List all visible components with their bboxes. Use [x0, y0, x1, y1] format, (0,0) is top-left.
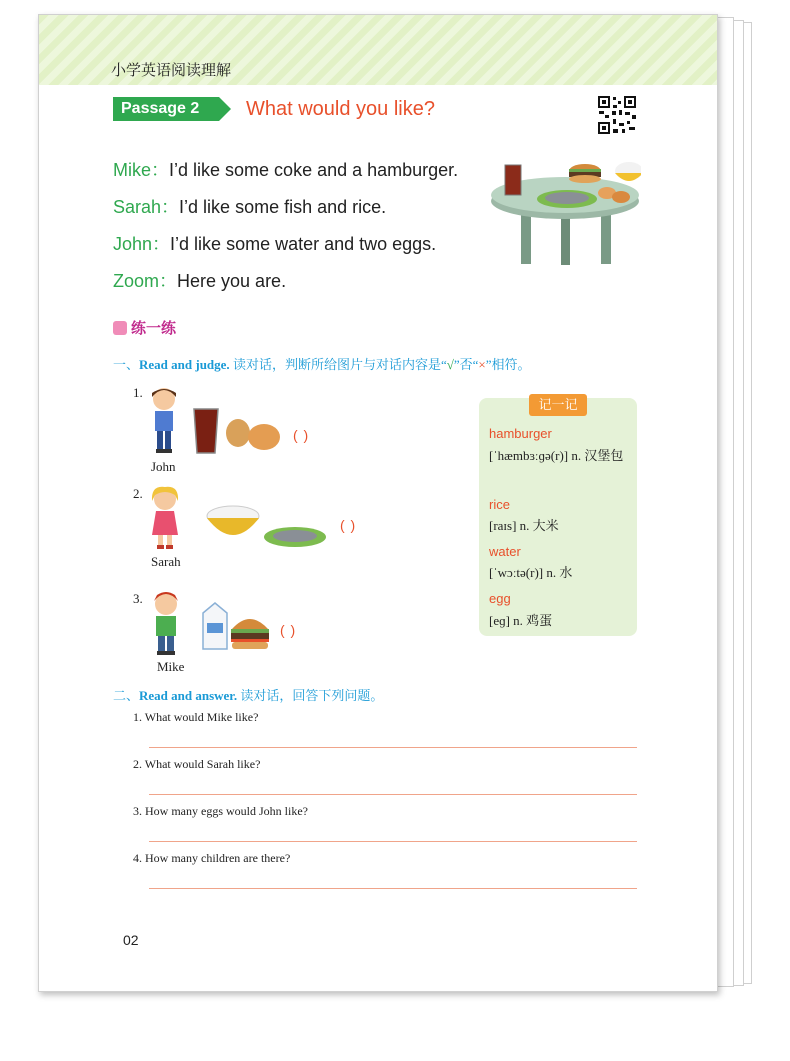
speaker-name: Zoom：: [113, 271, 178, 291]
eggs-icon: [224, 417, 284, 451]
book-page: [38, 14, 718, 992]
speaker-name: Mike：: [113, 160, 170, 180]
note-tab: 记一记: [529, 394, 587, 416]
dialogue-text: I’d like some coke and a hamburger.: [169, 160, 459, 180]
answer-line[interactable]: [149, 794, 637, 795]
answer-paren[interactable]: ( ): [293, 427, 310, 443]
dialogue-text: I’d like some water and two eggs.: [170, 234, 437, 254]
fish-plate-icon: [263, 523, 327, 549]
dialogue-line: [113, 267, 286, 293]
vocab-phonetic: [ˈhæmbɜːɡə(r)] n. 汉堡包: [489, 448, 624, 463]
item-number: 1.: [133, 385, 143, 400]
check-mark: √: [446, 357, 454, 372]
vocab-phonetic: [raɪs] n. 大米: [489, 518, 559, 533]
mike-figure: [145, 589, 187, 657]
answer-line[interactable]: [149, 888, 637, 889]
child-name: John: [151, 459, 176, 474]
passage-title: What would you like?: [246, 98, 435, 120]
speaker-name: John：: [113, 234, 171, 254]
answer-line[interactable]: [149, 841, 637, 842]
book-title: 小学英语阅读理解: [111, 62, 232, 79]
item-number: 2.: [133, 486, 143, 501]
passage-tag: Passage 2: [113, 97, 219, 121]
cross-mark: ×: [478, 357, 486, 372]
question: 3. How many eggs would John like?: [133, 804, 308, 818]
dialogue-line: [113, 230, 436, 256]
item-number: 3.: [133, 591, 143, 606]
passage-tag-arrow: [219, 97, 231, 121]
vocab-phonetic: [ˈwɔːtə(r)] n. 水: [489, 565, 573, 580]
section1-mid: ”否“: [453, 357, 479, 372]
dialogue-line: [113, 193, 386, 219]
dialogue-text: Here you are.: [177, 271, 287, 291]
question: 2. What would Sarah like?: [133, 757, 261, 771]
vocab-phonetic: [eɡ] n. 鸡蛋: [489, 613, 553, 628]
rice-bowl-icon: [205, 502, 261, 542]
qr-code-icon[interactable]: [597, 95, 637, 135]
child-name: Sarah: [151, 554, 181, 569]
john-figure: [144, 385, 184, 457]
section2-prefix: 二、: [113, 688, 140, 703]
milk-carton-icon: [201, 601, 229, 651]
vocab-word: water: [489, 544, 521, 559]
vocab-word: hamburger: [489, 426, 552, 441]
section1-title-cn: 读对话，判断所给图片与对话内容是“: [232, 357, 447, 372]
section1-suffix: ”相符。: [485, 357, 531, 372]
section2-title-cn: 读对话，回答下列问题。: [240, 688, 384, 703]
dialogue-line: [113, 156, 458, 182]
hamburger-icon: [229, 613, 271, 651]
vocab-word: rice: [489, 497, 510, 512]
answer-paren[interactable]: ( ): [280, 622, 297, 638]
section2-title: [113, 685, 383, 704]
section2-title-en: Read and answer.: [139, 688, 238, 703]
water-glass-icon: [192, 407, 220, 455]
sarah-figure: [145, 485, 185, 551]
answer-line[interactable]: [149, 747, 637, 748]
section1-title: [113, 354, 531, 373]
vocab-word: egg: [489, 591, 511, 606]
practice-heading: [113, 317, 176, 338]
dialogue-text: I’d like some fish and rice.: [179, 197, 387, 217]
practice-label: 练一练: [131, 320, 177, 337]
child-name: Mike: [157, 659, 185, 674]
answer-paren[interactable]: ( ): [340, 517, 357, 533]
section1-title-en: Read and judge.: [139, 357, 230, 372]
table-food-illustration: [489, 157, 641, 267]
section1-prefix: 一、: [113, 357, 140, 372]
question: 4. How many children are there?: [133, 851, 291, 865]
flower-pot-icon: [113, 321, 127, 335]
speaker-name: Sarah：: [113, 197, 180, 217]
page-number: 02: [123, 932, 139, 948]
question: 1. What would Mike like?: [133, 710, 259, 724]
